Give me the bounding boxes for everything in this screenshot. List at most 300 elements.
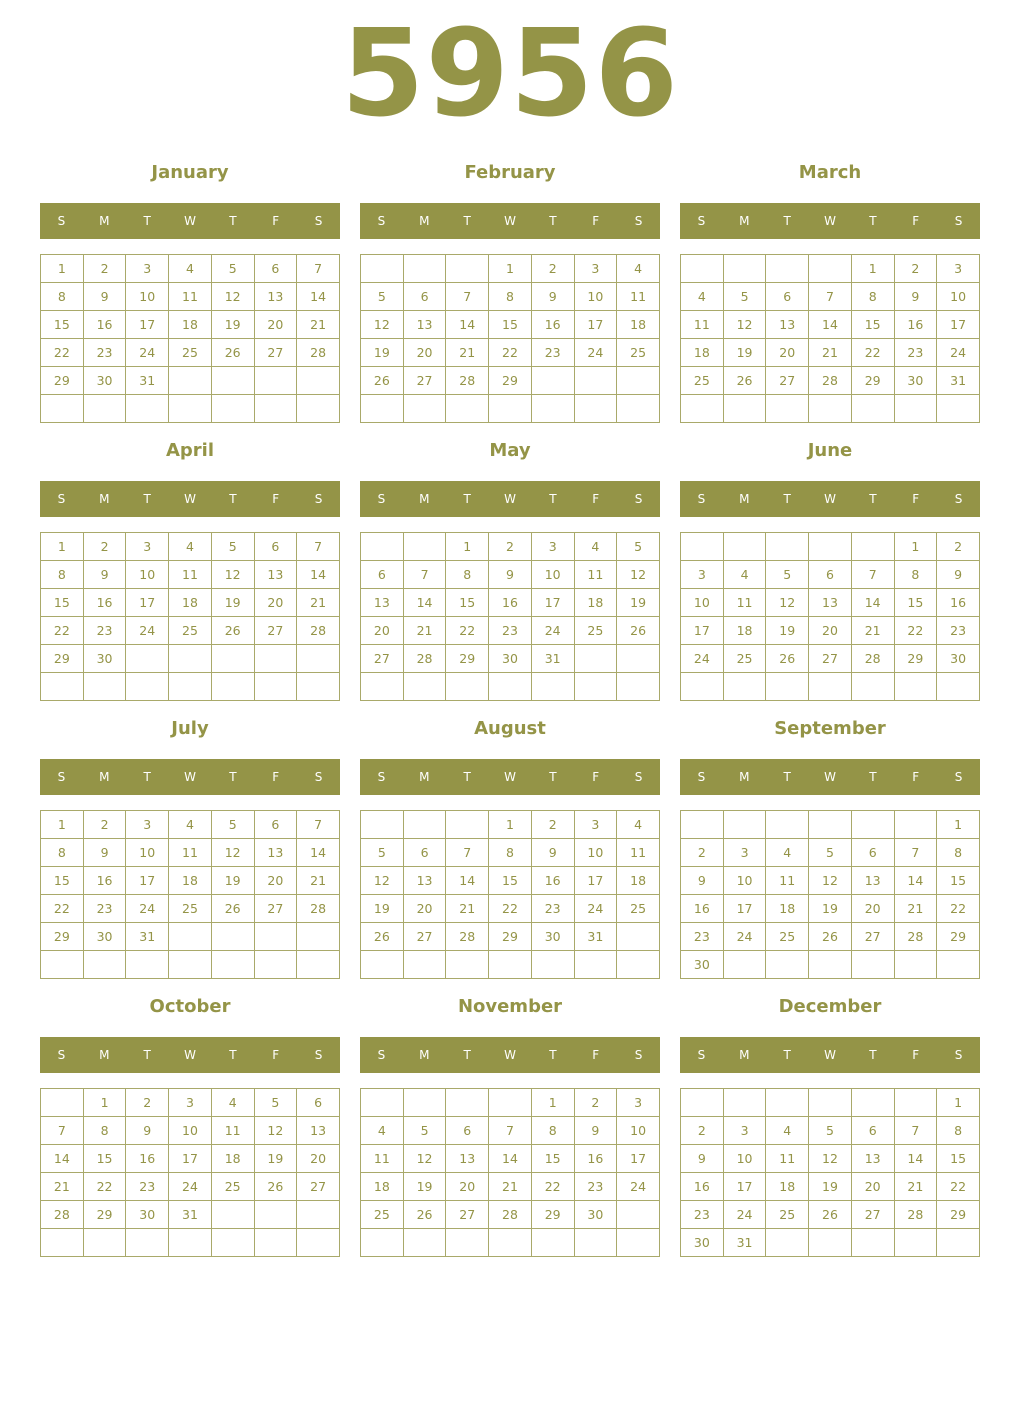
day-cell [937,1229,980,1257]
day-cell: 3 [126,255,169,283]
week-row [361,367,660,395]
month-title: February [464,162,556,183]
day-cell: 11 [169,839,212,867]
week-row [41,255,340,283]
week-row [361,1201,660,1229]
day-cell: 2 [937,533,980,561]
day-cell: 18 [681,339,724,367]
day-cell: 23 [937,617,980,645]
day-cell: 5 [723,283,766,311]
weekday-label: T [143,492,151,506]
day-grid [40,532,340,701]
day-cell: 20 [809,617,852,645]
day-cell [41,395,84,423]
day-cell [617,395,660,423]
day-cell: 6 [403,839,446,867]
day-cell [361,533,404,561]
day-cell: 15 [894,589,937,617]
day-cell: 6 [851,839,894,867]
day-cell: 31 [126,923,169,951]
day-cell: 10 [531,561,574,589]
day-cell [211,645,254,673]
day-cell: 16 [126,1145,169,1173]
day-cell: 12 [211,561,254,589]
weekday-label: M [99,214,110,228]
day-cell: 29 [41,367,84,395]
day-grid [680,254,980,423]
day-cell: 27 [403,923,446,951]
day-cell [809,673,852,701]
day-cell: 2 [894,255,937,283]
day-cell: 25 [766,1201,809,1229]
day-cell: 1 [83,1089,126,1117]
day-cell [617,673,660,701]
weekday-label: F [592,492,600,506]
weekday-label: T [549,1048,557,1062]
day-cell: 7 [297,533,340,561]
day-cell [169,1229,212,1257]
week-row [681,1201,980,1229]
weekday-label: T [463,214,471,228]
day-cell [851,951,894,979]
day-cell [894,673,937,701]
weekday-label: S [377,214,386,228]
day-cell [297,1201,340,1229]
weekday-label: T [783,214,791,228]
day-cell: 11 [681,311,724,339]
week-row [361,311,660,339]
month-title: September [774,718,886,739]
weekday-label: M [419,214,430,228]
day-cell: 28 [446,367,489,395]
day-cell: 29 [446,645,489,673]
day-cell: 14 [403,589,446,617]
day-cell: 12 [361,311,404,339]
weekday-label: T [869,214,877,228]
day-cell: 1 [937,1089,980,1117]
weekday-label: W [184,214,196,228]
day-cell [894,1089,937,1117]
weekday-label: S [57,770,66,784]
day-cell: 10 [574,283,617,311]
week-row [41,589,340,617]
week-row [681,1229,980,1257]
day-cell: 4 [574,533,617,561]
week-row [41,283,340,311]
weekday-label: T [869,770,877,784]
weekday-label: T [463,770,471,784]
day-cell: 6 [766,283,809,311]
day-cell: 3 [681,561,724,589]
day-cell: 19 [403,1173,446,1201]
day-cell: 3 [617,1089,660,1117]
day-cell [894,395,937,423]
week-row [41,617,340,645]
day-cell [809,395,852,423]
week-row [681,561,980,589]
weekday-label: W [184,1048,196,1062]
weekday-header [360,1037,660,1073]
week-row [681,283,980,311]
day-cell: 12 [254,1117,297,1145]
week-row [681,1089,980,1117]
day-cell: 30 [126,1201,169,1229]
day-cell: 3 [723,839,766,867]
day-cell: 17 [531,589,574,617]
day-cell [681,395,724,423]
day-cell [681,255,724,283]
day-cell [531,951,574,979]
day-cell [531,673,574,701]
day-cell: 27 [254,339,297,367]
day-cell: 22 [446,617,489,645]
day-grid [680,532,980,701]
day-cell [403,951,446,979]
day-cell: 26 [361,367,404,395]
day-cell [211,367,254,395]
day-cell: 26 [254,1173,297,1201]
day-cell: 23 [894,339,937,367]
day-cell: 23 [126,1173,169,1201]
day-cell: 16 [574,1145,617,1173]
day-cell: 26 [211,339,254,367]
weekday-label: T [229,214,237,228]
day-cell [126,395,169,423]
day-cell: 15 [489,867,532,895]
weekday-label: W [504,1048,516,1062]
week-row [681,811,980,839]
day-cell: 10 [126,561,169,589]
weekday-label: S [314,492,323,506]
day-cell: 17 [574,311,617,339]
day-cell [361,673,404,701]
day-cell: 20 [254,589,297,617]
day-cell: 30 [681,1229,724,1257]
day-cell: 3 [169,1089,212,1117]
day-cell: 19 [211,589,254,617]
day-cell: 18 [617,867,660,895]
day-cell: 27 [851,923,894,951]
day-cell: 8 [41,283,84,311]
day-cell: 23 [574,1173,617,1201]
day-cell: 16 [83,867,126,895]
day-cell: 22 [531,1173,574,1201]
day-cell: 5 [211,811,254,839]
day-cell [723,811,766,839]
month-title: March [798,162,862,183]
month-title: November [457,996,563,1017]
week-row [41,895,340,923]
day-cell [809,255,852,283]
day-cell: 25 [574,617,617,645]
day-cell: 18 [766,895,809,923]
day-cell [169,645,212,673]
day-cell: 31 [126,367,169,395]
day-cell [211,923,254,951]
day-cell: 11 [766,1145,809,1173]
day-cell: 21 [297,589,340,617]
weekday-label: M [99,1048,110,1062]
day-cell: 3 [126,811,169,839]
day-cell [851,673,894,701]
day-cell [851,811,894,839]
day-cell: 30 [83,923,126,951]
day-cell: 23 [489,617,532,645]
day-cell: 2 [126,1089,169,1117]
day-cell: 4 [766,839,809,867]
day-cell: 15 [937,867,980,895]
day-cell: 14 [297,283,340,311]
day-cell [297,951,340,979]
day-cell: 5 [361,839,404,867]
day-cell [809,951,852,979]
day-cell: 28 [403,645,446,673]
day-cell [446,1229,489,1257]
day-cell: 21 [297,311,340,339]
day-cell: 31 [723,1229,766,1257]
weekday-label: S [314,1048,323,1062]
day-cell: 3 [126,533,169,561]
day-grid [360,254,660,423]
weekday-header [680,1037,980,1073]
day-cell: 16 [894,311,937,339]
week-row [41,1201,340,1229]
day-cell [851,1229,894,1257]
month-title: April [165,440,215,461]
day-cell [851,395,894,423]
month-title: October [149,996,231,1017]
day-cell: 26 [361,923,404,951]
day-cell [446,1089,489,1117]
day-cell: 17 [723,895,766,923]
week-row [681,617,980,645]
day-cell [851,1089,894,1117]
day-cell [681,533,724,561]
day-cell: 2 [681,839,724,867]
week-row [361,673,660,701]
day-cell: 6 [403,283,446,311]
weekday-label: F [912,492,920,506]
day-cell: 20 [403,339,446,367]
weekday-header [40,759,340,795]
day-cell: 9 [531,839,574,867]
day-cell: 11 [574,561,617,589]
day-cell: 19 [361,895,404,923]
month-title: January [151,162,229,183]
week-row [41,1229,340,1257]
day-cell [809,1089,852,1117]
day-grid [40,254,340,423]
weekday-label: T [143,1048,151,1062]
day-cell [361,395,404,423]
day-cell [489,673,532,701]
week-row [41,1173,340,1201]
day-cell: 28 [446,923,489,951]
day-cell: 18 [169,311,212,339]
day-cell: 12 [361,867,404,895]
day-grid [360,810,660,979]
day-cell: 17 [937,311,980,339]
day-cell: 4 [723,561,766,589]
day-grid [680,1088,980,1257]
day-cell: 15 [41,311,84,339]
day-cell: 16 [531,311,574,339]
day-cell: 24 [723,923,766,951]
weekday-header [40,481,340,517]
week-row [41,367,340,395]
day-cell: 4 [617,255,660,283]
week-row [41,311,340,339]
day-cell [403,395,446,423]
weekday-label: W [824,492,836,506]
day-cell: 24 [574,339,617,367]
day-cell: 1 [894,533,937,561]
day-cell: 4 [361,1117,404,1145]
week-row [361,1229,660,1257]
day-cell: 25 [169,895,212,923]
week-row [41,867,340,895]
day-cell [937,395,980,423]
day-cell [681,673,724,701]
day-cell: 30 [574,1201,617,1229]
day-cell: 25 [169,617,212,645]
week-row [681,311,980,339]
week-row [41,839,340,867]
week-row [361,1089,660,1117]
day-cell: 8 [41,839,84,867]
day-cell: 2 [681,1117,724,1145]
day-cell: 12 [766,589,809,617]
day-cell [894,811,937,839]
weekday-label: M [99,492,110,506]
day-cell [211,951,254,979]
weekday-label: T [143,214,151,228]
day-cell: 3 [574,811,617,839]
day-cell [41,1089,84,1117]
day-cell: 22 [489,339,532,367]
day-cell: 28 [809,367,852,395]
weekday-label: S [697,1048,706,1062]
day-cell: 28 [297,339,340,367]
weekday-label: T [869,1048,877,1062]
day-cell: 21 [489,1173,532,1201]
weekday-label: S [57,214,66,228]
day-cell [361,255,404,283]
day-cell: 21 [851,617,894,645]
day-cell: 24 [617,1173,660,1201]
day-cell: 11 [211,1117,254,1145]
day-cell [809,533,852,561]
day-cell: 6 [254,255,297,283]
month-title: August [474,718,546,739]
day-cell: 20 [297,1145,340,1173]
day-cell [723,533,766,561]
day-cell: 15 [446,589,489,617]
day-cell: 18 [169,589,212,617]
day-cell: 29 [851,367,894,395]
day-cell: 7 [446,839,489,867]
day-cell: 30 [83,645,126,673]
day-cell: 2 [489,533,532,561]
day-cell: 26 [617,617,660,645]
day-cell: 13 [766,311,809,339]
day-cell: 10 [126,839,169,867]
day-cell: 9 [83,839,126,867]
day-cell: 6 [254,811,297,839]
day-cell [574,673,617,701]
day-cell: 14 [489,1145,532,1173]
week-row [681,367,980,395]
day-cell: 27 [297,1173,340,1201]
day-cell: 23 [83,339,126,367]
week-row [41,811,340,839]
day-cell [297,367,340,395]
day-cell: 1 [531,1089,574,1117]
day-cell: 22 [489,895,532,923]
day-cell [41,673,84,701]
day-cell [531,1229,574,1257]
day-cell [766,811,809,839]
weekday-label: T [783,1048,791,1062]
day-cell: 20 [851,1173,894,1201]
day-cell: 27 [766,367,809,395]
weekday-label: W [504,770,516,784]
day-cell: 1 [851,255,894,283]
day-cell: 13 [851,1145,894,1173]
day-cell: 27 [361,645,404,673]
day-cell: 29 [937,1201,980,1229]
week-row [681,255,980,283]
day-cell: 24 [937,339,980,367]
day-cell [403,1089,446,1117]
day-cell [254,951,297,979]
day-cell: 28 [851,645,894,673]
day-cell: 18 [361,1173,404,1201]
day-cell: 22 [83,1173,126,1201]
weekday-label: T [229,1048,237,1062]
day-cell: 3 [531,533,574,561]
day-cell: 9 [894,283,937,311]
day-cell: 15 [489,311,532,339]
day-cell: 22 [41,339,84,367]
weekday-label: F [592,214,600,228]
day-cell: 1 [41,255,84,283]
day-cell: 9 [681,867,724,895]
day-cell: 11 [617,839,660,867]
day-cell [681,1089,724,1117]
day-cell: 20 [446,1173,489,1201]
day-cell: 28 [894,923,937,951]
week-row [41,645,340,673]
week-row [361,283,660,311]
day-cell [41,1229,84,1257]
day-cell: 18 [766,1173,809,1201]
weekday-label: F [272,492,280,506]
day-cell: 23 [681,923,724,951]
day-cell [211,395,254,423]
day-cell: 8 [489,283,532,311]
day-cell [297,673,340,701]
day-cell [809,1229,852,1257]
day-cell: 15 [531,1145,574,1173]
day-cell: 25 [766,923,809,951]
day-cell: 18 [211,1145,254,1173]
day-cell: 26 [809,1201,852,1229]
day-cell: 4 [211,1089,254,1117]
week-row [41,395,340,423]
day-cell [574,1229,617,1257]
day-cell: 31 [531,645,574,673]
